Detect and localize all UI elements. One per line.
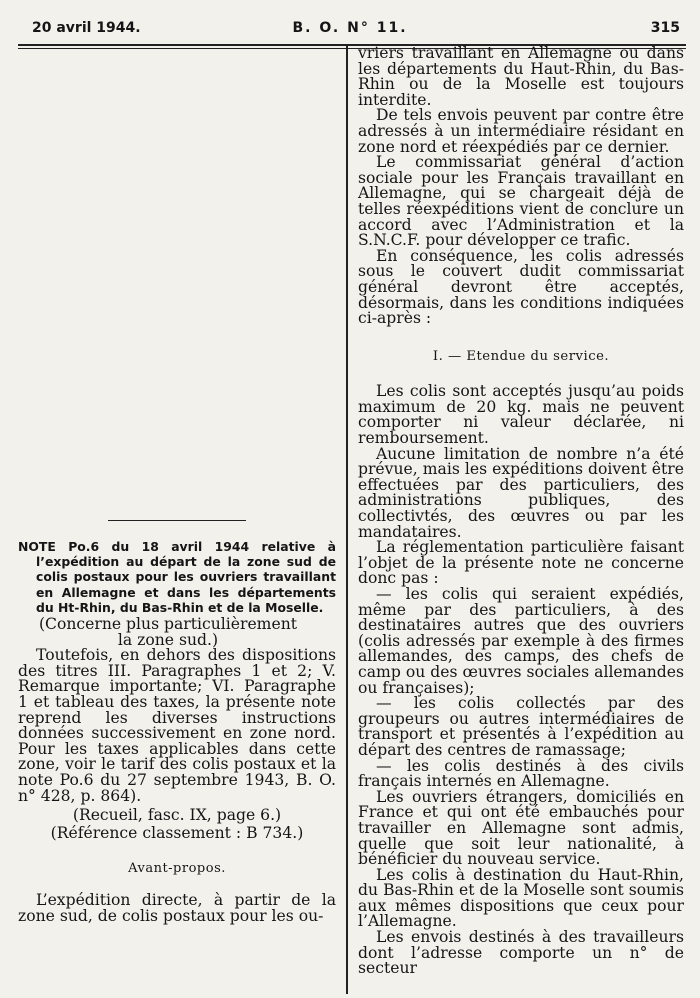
list-item: — les colis qui seraient expédiés, même par des particuliers, à des destinataires autres que des ouvriers (colis adressés par exemple à des firmes allemandes, des camps, des chefs de camp ou des œuvres sociales allemandes ou françaises);	[358, 585, 684, 697]
header-page-number: 315	[650, 20, 680, 36]
recueil-reference: (Recueil, fasc. IX, page 6.)	[72, 806, 282, 825]
right-column	[358, 46, 684, 977]
intro-paragraph: Toutefois, en dehors des dispositions des titres III. Paragraphes 1 et 2; V. Remarque importante; VI. Paragraphe 1 et tableau des taxes, la présente note reprend les diverses instructions données successivement en zone nord. Pour les taxes applicables dans cette zone, voir le tarif des colis postaux et la note Po.6 du 27 septembre 1943, B. O. n° 428, p. 864).	[18, 646, 336, 805]
paragraph: Le commissariat général d’action sociale pour les Français travaillant en Allemagne, qui se chargeait déjà de telles réexpéditions vient de conclure un accord avec l’Administration et la S.N.C.F. pour développer ce trafic.	[358, 153, 684, 250]
list-item: — les colis collectés par des groupeurs ou autres intermédiaires de transport et présentés à l’expédition au départ des centres de ramassage;	[358, 694, 684, 759]
page-header	[18, 20, 682, 42]
paragraph: De tels envois peuvent par contre être adressés à un intermédiaire résidant en zone nord et réexpédiés par ce dernier.	[358, 106, 684, 156]
column-divider	[346, 44, 348, 994]
note-scope: (Concerne plus particulièrement la zone sud.)	[38, 615, 298, 649]
section-separator	[108, 520, 246, 521]
paragraph: vriers travaillant en Allemagne ou dans les départements du Haut-Rhin, du Bas-Rhin ou de la Moselle est toujours interdite.	[358, 44, 684, 109]
classification-reference: (Référence classement : B 734.)	[50, 823, 304, 842]
paragraph: En conséquence, les colis adressés sous le couvert dudit commissariat général devront être acceptés, désormais, dans les conditions indiquées ci-après :	[358, 246, 684, 328]
header-date: 20 avril 1944.	[32, 20, 141, 36]
paragraph: Aucune limitation de nombre n’a été prévue, mais les expéditions doivent être effectuées par des particuliers, des administrations publiques, des collectivtés, des œuvres ou par les mandataires.	[358, 444, 684, 541]
paragraph: Les colis sont acceptés jusqu’au poids maximum de 20 kg. mais ne peuvent comporter ni valeur déclarée, ni remboursement.	[358, 382, 684, 448]
avant-propos-text: L’expédition directe, à partir de la zone sud, de colis postaux pour les ou-	[18, 890, 336, 925]
header-bulletin-number: B. O. N° 11.	[292, 20, 408, 36]
note-title: NOTE Po.6 du 18 avril 1944 relative à l’expédition au départ de la zone sud de colis postaux pour les ouvriers travaillant en Allemagne et dans les départements du Ht-Rhin, du Bas-Rhin et de la Moselle.	[18, 539, 336, 615]
list-item: — les colis destinés à des civils français internés en Allemagne.	[358, 756, 684, 791]
paragraph: La réglementation particulière faisant l’objet de la présente note ne concerne donc pas :	[358, 538, 684, 588]
paragraph: Les ouvriers étrangers, domiciliés en France et qui ont été embauchés pour travailler en Allemagne sont admis, quelle que soit leur nationalité, à bénéficier du nouveau service.	[358, 787, 684, 869]
avant-propos-heading: Avant-propos.	[128, 861, 226, 877]
paragraph: Les envois destinés à des travailleurs dont l’adresse comporte un n° de secteur	[358, 928, 684, 978]
left-column	[18, 520, 336, 924]
section-heading: I. — Etendue du service.	[432, 348, 610, 364]
paragraph: Les colis à destination du Haut-Rhin, du Bas-Rhin et de la Moselle sont soumis aux mêmes dispositions que ceux pour l’Allemagne.	[358, 865, 684, 931]
